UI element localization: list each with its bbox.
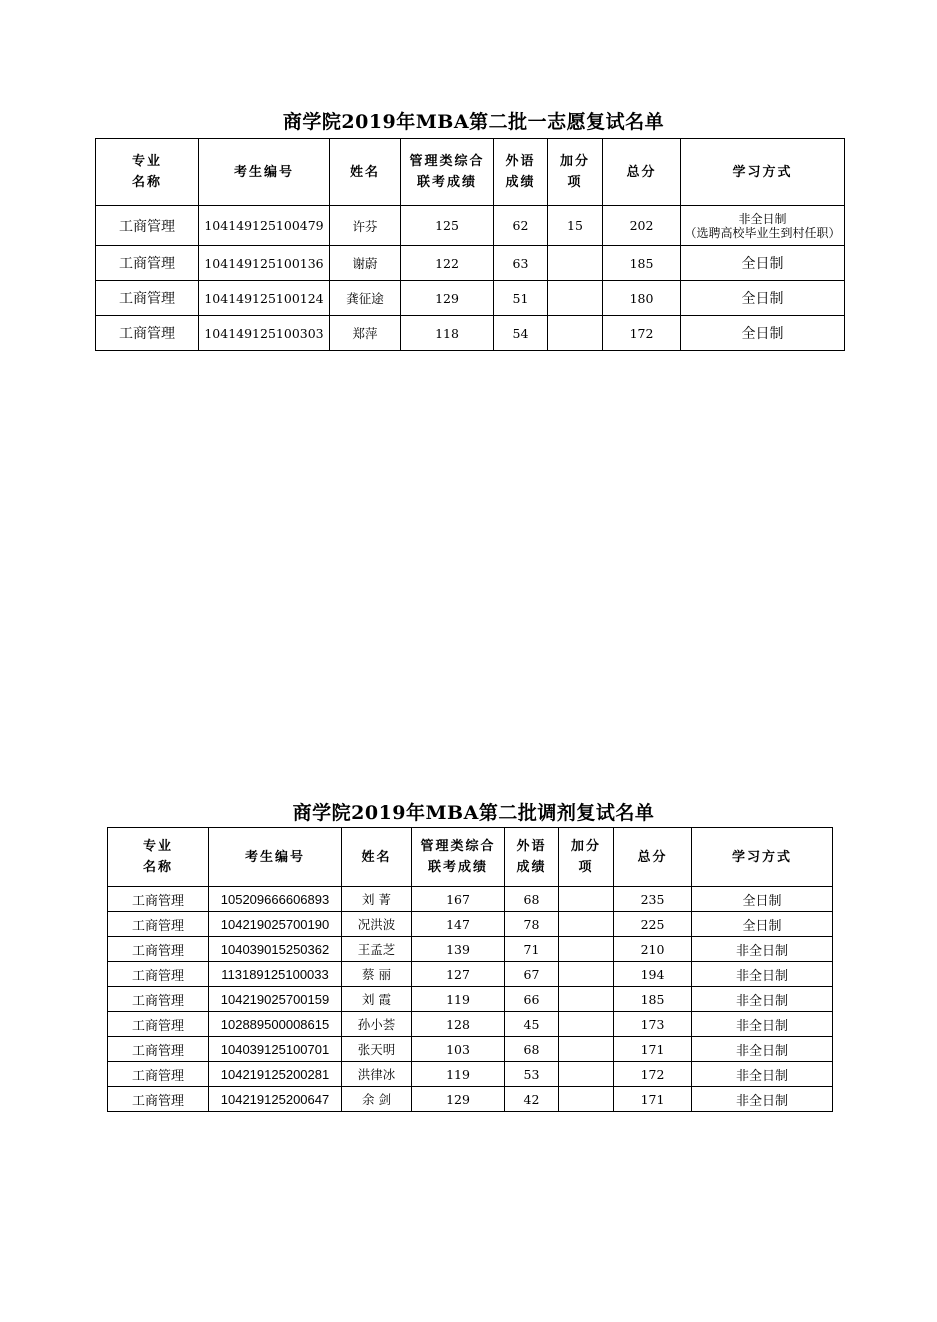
name-cell: 况洪波 [342,912,412,937]
candidate-id-cell: 104219125200281 [209,1062,342,1087]
header-mgmt-score: 管理类综合 联考成绩 [401,139,494,206]
mgmt-score-cell: 103 [412,1037,505,1062]
study-mode-cell: 非全日制 [692,1012,833,1037]
major-cell: 工商管理 [108,887,209,912]
candidate-id-cell: 104039125100701 [209,1037,342,1062]
name-cell: 蔡 丽 [342,962,412,987]
major-cell: 工商管理 [108,1087,209,1112]
language-score-cell: 63 [494,246,548,281]
header-total: 总分 [614,828,692,887]
major-cell: 工商管理 [108,1012,209,1037]
candidate-id-cell: 104149125100124 [199,281,330,316]
header-bonus: 加分 项 [559,828,614,887]
name-cell: 孙小荟 [342,1012,412,1037]
table-row [108,1087,833,1112]
major-cell: 工商管理 [96,316,199,351]
language-score-cell: 78 [505,912,559,937]
mgmt-score-cell: 129 [412,1087,505,1112]
name-cell: 龚征途 [330,281,401,316]
table-header-row [96,139,845,206]
study-mode-cell: 非全日制 [692,1087,833,1112]
candidate-id-cell: 104039015250362 [209,937,342,962]
header-bonus: 加分 项 [548,139,603,206]
candidate-id-cell: 104219125200647 [209,1087,342,1112]
bonus-cell [548,281,603,316]
name-cell: 洪律冰 [342,1062,412,1087]
bonus-cell [559,1037,614,1062]
table-row [108,962,833,987]
total-cell: 185 [603,246,681,281]
language-score-cell: 71 [505,937,559,962]
study-mode-cell: 非全日制 [692,1062,833,1087]
language-score-cell: 53 [505,1062,559,1087]
bonus-cell [559,1062,614,1087]
table-row [108,987,833,1012]
study-mode-cell: 全日制 [681,246,845,281]
header-study-mode: 学习方式 [681,139,845,206]
header-mgmt-score: 管理类综合 联考成绩 [412,828,505,887]
major-cell: 工商管理 [108,987,209,1012]
name-cell: 余 剑 [342,1087,412,1112]
total-cell: 194 [614,962,692,987]
candidate-id-cell: 102889500008615 [209,1012,342,1037]
study-mode-cell: 非全日制 [692,1037,833,1062]
study-mode-cell: 非全日制 [692,987,833,1012]
candidate-id-cell: 104219025700190 [209,912,342,937]
candidate-id-cell: 113189125100033 [209,962,342,987]
study-mode-cell: 全日制 [681,281,845,316]
bonus-cell [548,316,603,351]
table-row [96,206,845,246]
language-score-cell: 51 [494,281,548,316]
language-score-cell: 54 [494,316,548,351]
table-row [108,912,833,937]
total-cell: 235 [614,887,692,912]
bonus-cell: 15 [548,206,603,246]
language-score-cell: 45 [505,1012,559,1037]
header-language-score: 外语 成绩 [494,139,548,206]
candidate-id-cell: 104149125100303 [199,316,330,351]
section1-title: 商学院2019年MBA第二批一志愿复试名单 [282,111,665,133]
name-cell: 张天明 [342,1037,412,1062]
mgmt-score-cell: 147 [412,912,505,937]
name-cell: 郑萍 [330,316,401,351]
bonus-cell [559,1087,614,1112]
major-cell: 工商管理 [96,246,199,281]
bonus-cell [559,962,614,987]
bonus-cell [559,912,614,937]
header-name: 姓名 [330,139,401,206]
total-cell: 171 [614,1037,692,1062]
candidate-id-cell: 104219025700159 [209,987,342,1012]
table-row [96,246,845,281]
study-mode-cell: 非全日制 [692,962,833,987]
name-cell: 许芬 [330,206,401,246]
adjustment-table [107,827,833,1112]
header-study-mode: 学习方式 [692,828,833,887]
name-cell: 王孟芝 [342,937,412,962]
total-cell: 225 [614,912,692,937]
major-cell: 工商管理 [108,1037,209,1062]
name-cell: 刘 霞 [342,987,412,1012]
bonus-cell [559,1012,614,1037]
mgmt-score-cell: 167 [412,887,505,912]
candidate-id-cell: 105209666606893 [209,887,342,912]
language-score-cell: 42 [505,1087,559,1112]
study-mode-cell: 非全日制 （选聘高校毕业生到村任职） [681,206,845,246]
table-row [96,281,845,316]
name-cell: 谢蔚 [330,246,401,281]
mgmt-score-cell: 139 [412,937,505,962]
mgmt-score-cell: 119 [412,987,505,1012]
mgmt-score-cell: 119 [412,1062,505,1087]
bonus-cell [559,937,614,962]
header-language-score: 外语 成绩 [505,828,559,887]
bonus-cell [559,887,614,912]
mgmt-score-cell: 125 [401,206,494,246]
mgmt-score-cell: 122 [401,246,494,281]
table-header-row [108,828,833,887]
language-score-cell: 67 [505,962,559,987]
language-score-cell: 68 [505,1037,559,1062]
header-total: 总分 [603,139,681,206]
study-mode-cell: 全日制 [692,887,833,912]
table-row [108,937,833,962]
study-mode-cell: 非全日制 [692,937,833,962]
table-row [108,887,833,912]
total-cell: 171 [614,1087,692,1112]
major-cell: 工商管理 [108,912,209,937]
name-cell: 刘 菁 [342,887,412,912]
study-mode-cell: 全日制 [692,912,833,937]
bonus-cell [548,246,603,281]
table-row [96,316,845,351]
major-cell: 工商管理 [96,281,199,316]
total-cell: 180 [603,281,681,316]
total-cell: 173 [614,1012,692,1037]
language-score-cell: 62 [494,206,548,246]
total-cell: 210 [614,937,692,962]
mgmt-score-cell: 127 [412,962,505,987]
total-cell: 172 [603,316,681,351]
header-major: 专业 名称 [96,139,199,206]
table-row [108,1012,833,1037]
table-row [108,1062,833,1087]
mgmt-score-cell: 118 [401,316,494,351]
total-cell: 185 [614,987,692,1012]
header-major: 专业 名称 [108,828,209,887]
candidate-id-cell: 104149125100136 [199,246,330,281]
candidate-id-cell: 104149125100479 [199,206,330,246]
section2-title: 商学院2019年MBA第二批调剂复试名单 [292,802,655,824]
language-score-cell: 68 [505,887,559,912]
total-cell: 172 [614,1062,692,1087]
first-choice-table [95,138,845,351]
bonus-cell [559,987,614,1012]
major-cell: 工商管理 [96,206,199,246]
header-candidate-id: 考生编号 [209,828,342,887]
table-row [108,1037,833,1062]
study-mode-cell: 全日制 [681,316,845,351]
total-cell: 202 [603,206,681,246]
header-candidate-id: 考生编号 [199,139,330,206]
language-score-cell: 66 [505,987,559,1012]
major-cell: 工商管理 [108,937,209,962]
major-cell: 工商管理 [108,1062,209,1087]
major-cell: 工商管理 [108,962,209,987]
header-name: 姓名 [342,828,412,887]
mgmt-score-cell: 128 [412,1012,505,1037]
mgmt-score-cell: 129 [401,281,494,316]
